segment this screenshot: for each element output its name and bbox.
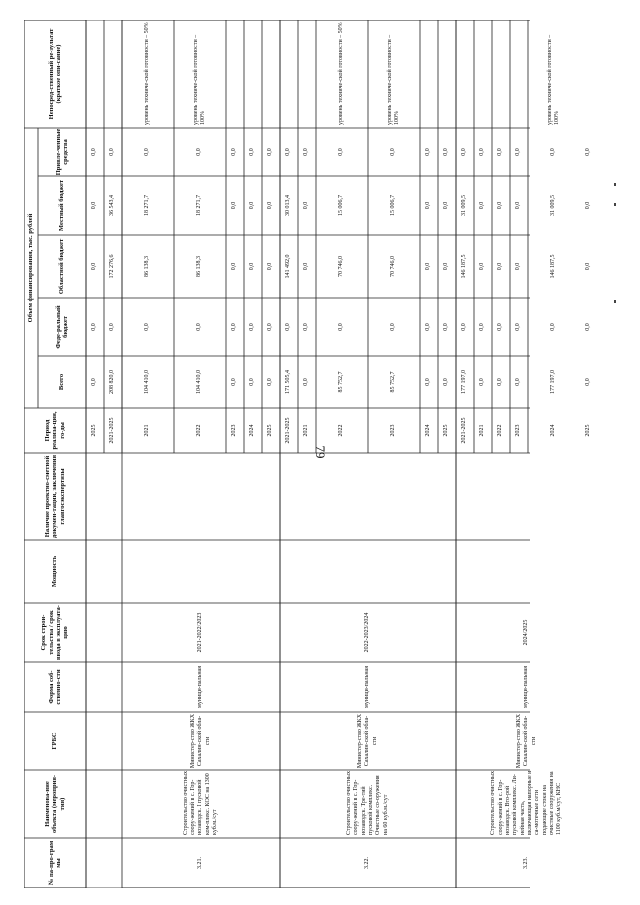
local-cell: 0,0 — [267, 201, 274, 210]
result-cell: уровень техниче-ской готовности – 50% — [144, 22, 151, 125]
regional-cell: 0,0 — [443, 262, 450, 271]
federal-cell: 0,0 — [585, 323, 592, 331]
attracted-cell: 0,0 — [550, 148, 557, 156]
regional-cell: 86 138,3 — [196, 256, 203, 277]
attracted-cell: 0,0 — [585, 148, 592, 156]
attracted-cell: 0,0 — [303, 148, 310, 156]
attracted-cell: 0,0 — [497, 148, 504, 156]
regional-cell: 0,0 — [515, 262, 522, 271]
regional-cell: 0,0 — [585, 262, 592, 271]
regional-cell: 0,0 — [91, 262, 98, 271]
period-cell: 2025 — [443, 424, 450, 437]
period-cell: 2021 — [144, 424, 151, 437]
federal-cell: 0,0 — [550, 323, 557, 331]
project-name: Строительство очистных соору-жений в с. Гор-нозаводск. Тре-тий пусковой комплекс. Очистные со-оружения на 60 куб.м./сут — [346, 770, 389, 835]
attracted-cell: 0,0 — [443, 148, 450, 156]
header-grbs: ГРБС — [51, 732, 59, 750]
regional-cell: 70 746,0 — [338, 256, 345, 277]
total-cell: 0,0 — [91, 378, 98, 386]
period-cell: 2025 — [585, 424, 592, 437]
document-page: 79 № па-про-грам мы Наименова-ние объекта (мероприя-тия) ГРБС Форма соб-ственно-сти Срок строи-тельства / срок ввода в эксплуата-цию Мощность Наличие проектно-сметной докумен-тации, заключения главгосэкспертизы Период реализа-ции, го-ды Объем финансирования, тыс. рублей Всего Феде-ральный бюджет Областной бюджет Местный бюджет Привле-ченные средства Непосред-ственный ре-зультат (краткое опи-сание) 2025 0,0 0,0 0,0 0,0 0,0 2021-2025 208 820,0 0,0 172 276,6 36 543,4 0,0 2021 104 410,0 0,0 86 138,3 18 271,7 0,0 уровень техниче-ской готовности – 50% 2022 104 410,0 0,0 86 138,3 18 271,7 0,0 уровень техниче-ской готовности – 100% 2023 0,0 0,0 0,0 0,0 0,0 2024 0,0 0,0 0,0 0,0 0,0 2025 0,0 0,0 0,0 0,0 0,0 3.21. Строительство очистных соору-жений в с. Гор-нозаводск. I пусковой ком-плекс. КОС на 1300 куб.м./сут Министер-ство ЖКХ Сахалин-ской обла-сти муници-пальная 2021-2022/2023 2021-2025 171 505,4 0,0 141 492,0 30 013,4 0,0 2021 0,0 0,0 0,0 0,0 0,0 2022 85 752,7 0,0 70 746,0 15 006,7 0,0 уровень техниче-ской готовности – 50% 2023 85 752,7 0,0 70 746,0 15 006,7 0,0 уровень техниче-ской готовности – 100% 2024 0,0 0,0 0,0 0,0 0,0 2025 0,0 0,0 0,0 0,0 0,0 3.22. Строительство очистных соору-жений в с. Гор-нозаводск. Тре-тий пусковой комплекс. Очистные со-оружения на 60 куб.м./сут Министер-ство ЖКХ Сахалин-ской обла-сти муници-пальная 2022-2023/2024 2021-2025 177 197,0 0,0 146 187,5 31 009,5 0,0 2021 0,0 0,0 0,0 0,0 0,0 2022 0,0 0,0 0,0 0,0 0,0 2023 0,0 0,0 0,0 0,0 0,0 2024 177 197,0 0,0 146 187,5 31 009,5 0,0 уровень техниче-ской готовности – 100% 2025 0,0 0,0 0,0 0,0 0,0 3.23. Строительство очистных соору-жений в с. Гор-нозаводск. Вто-рой пусковой комплекс. Ли-нейная часть, включающая напорные и са-мотечные сети подающие стоки на очистные сооружения на 1100 куб.м/сут, КНС Министер-ство ЖКХ Сахалин-ской обла-сти муници-пальная 2024/2025 — [0, 0, 640, 905]
federal-cell: 0,0 — [303, 323, 310, 331]
federal-cell: 0,0 — [390, 323, 397, 331]
period-cell: 2021-2025 — [285, 417, 292, 444]
attracted-cell: 0,0 — [461, 148, 468, 156]
period-cell: 2023 — [231, 424, 238, 437]
local-cell: 30 013,4 — [285, 195, 292, 216]
local-cell: 0,0 — [425, 201, 432, 210]
local-cell: 31 009,5 — [550, 195, 557, 216]
period-cell: 2021-2025 — [109, 417, 116, 444]
local-cell: 18 271,7 — [144, 195, 151, 216]
total-cell: 85 752,7 — [338, 371, 345, 393]
regional-cell: 146 187,5 — [461, 254, 468, 279]
attracted-cell: 0,0 — [285, 148, 292, 156]
total-cell: 0,0 — [585, 378, 592, 386]
result-cell: уровень техниче-ской готовности – 100% — [386, 34, 400, 125]
federal-cell: 0,0 — [425, 323, 432, 331]
period-cell: 2021 — [303, 424, 310, 437]
project-term: 2021-2022/2023 — [197, 612, 204, 653]
federal-cell: 0,0 — [196, 323, 203, 331]
attracted-cell: 0,0 — [109, 148, 116, 156]
result-cell: уровень техниче-ской готовности – 100% — [192, 34, 206, 125]
attracted-cell: 0,0 — [267, 148, 274, 156]
federal-cell: 0,0 — [443, 323, 450, 331]
header-docs: Наличие проектно-сметной докумен-тации, заключения главгосэкспертизы — [43, 454, 66, 539]
local-cell: 15 006,7 — [338, 195, 345, 216]
period-cell: 2022 — [196, 424, 203, 437]
federal-cell: 0,0 — [249, 323, 256, 331]
header-period: Период реализа-ции, го-ды — [43, 411, 66, 450]
header-num: № па-про-грам мы — [47, 840, 62, 886]
project-number: 3.23. — [523, 857, 530, 869]
project-ownership: муници-пальная — [197, 666, 204, 708]
local-cell: 0,0 — [515, 201, 522, 210]
federal-cell: 0,0 — [338, 323, 345, 331]
attracted-cell: 0,0 — [515, 148, 522, 156]
attracted-cell: 0,0 — [91, 148, 98, 156]
total-cell: 177 197,0 — [461, 370, 468, 394]
period-cell: 2025 — [91, 424, 98, 437]
header-attracted: Привле-ченные средства — [54, 128, 69, 176]
attracted-cell: 0,0 — [196, 148, 203, 156]
header-funding: Объем финансирования, тыс. рублей — [27, 213, 35, 323]
attracted-cell: 0,0 — [390, 148, 397, 156]
project-ownership: муници-пальная — [364, 666, 371, 708]
regional-cell: 0,0 — [303, 262, 310, 271]
local-cell: 18 271,7 — [196, 195, 203, 216]
regional-cell: 0,0 — [425, 262, 432, 271]
local-cell: 15 006,7 — [390, 195, 397, 216]
federal-cell: 0,0 — [267, 323, 274, 331]
federal-cell: 0,0 — [231, 323, 238, 331]
regional-cell: 0,0 — [249, 262, 256, 271]
header-federal: Феде-ральный бюджет — [54, 305, 69, 349]
local-cell: 0,0 — [231, 201, 238, 210]
local-cell: 0,0 — [443, 201, 450, 210]
attracted-cell: 0,0 — [144, 148, 151, 156]
attracted-cell: 0,0 — [231, 148, 238, 156]
local-cell: 36 543,4 — [109, 195, 116, 216]
local-cell: 0,0 — [303, 201, 310, 210]
period-cell: 2021 — [479, 424, 486, 437]
project-number: 3.21. — [197, 857, 204, 869]
federal-cell: 0,0 — [461, 323, 468, 331]
project-grbs: Министер-ство ЖКХ Сахалин-ской обла-сти — [190, 713, 211, 769]
total-cell: 0,0 — [497, 378, 504, 386]
project-term: 2024/2025 — [523, 619, 530, 646]
header-regional: Областной бюджет — [58, 238, 66, 295]
header-total: Всего — [58, 373, 66, 391]
federal-cell: 0,0 — [515, 323, 522, 331]
local-cell: 31 009,5 — [461, 195, 468, 216]
local-cell: 0,0 — [91, 201, 98, 210]
local-cell: 0,0 — [479, 201, 486, 210]
project-name: Строительство очистных соору-жений в с. Гор-нозаводск. I пусковой ком-плекс. КОС на 1300 куб.м./сут — [182, 770, 218, 835]
project-ownership: муници-пальная — [523, 666, 530, 708]
total-cell: 177 197,0 — [550, 370, 557, 394]
header-result: Непосред-ственный ре-зультат (краткое опи-сание) — [47, 28, 62, 120]
total-cell: 171 505,4 — [285, 370, 292, 394]
period-cell: 2021-2025 — [461, 417, 468, 444]
regional-cell: 0,0 — [497, 262, 504, 271]
federal-cell: 0,0 — [91, 323, 98, 331]
total-cell: 0,0 — [303, 378, 310, 386]
header-term: Срок строи-тельства / срок ввода в эксплуата-цию — [40, 605, 70, 660]
total-cell: 104 410,0 — [144, 370, 151, 394]
attracted-cell: 0,0 — [479, 148, 486, 156]
total-cell: 0,0 — [267, 378, 274, 386]
attracted-cell: 0,0 — [338, 148, 345, 156]
period-cell: 2025 — [267, 424, 274, 437]
local-cell: 0,0 — [497, 201, 504, 210]
period-cell: 2024 — [425, 424, 432, 437]
federal-cell: 0,0 — [144, 323, 151, 331]
period-cell: 2023 — [390, 424, 397, 437]
result-cell: уровень техниче-ской готовности – 100% — [546, 34, 560, 125]
financing-table — [24, 20, 592, 888]
regional-cell: 141 492,0 — [285, 254, 292, 279]
period-cell: 2023 — [515, 424, 522, 437]
attracted-cell: 0,0 — [425, 148, 432, 156]
period-cell: 2022 — [338, 424, 345, 437]
project-number: 3.22. — [364, 857, 371, 869]
total-cell: 0,0 — [479, 378, 486, 386]
header-name: Наименова-ние объекта (мероприя-тия) — [43, 774, 66, 834]
local-cell: 0,0 — [249, 201, 256, 210]
project-name: Строительство очистных соору-жений в с. Гор-нозаводск. Вто-рой пусковой комплекс. Ли-нейная часть, включающая напорные и са-мотечные сети подающие стоки на очистные сооружения на 1100 куб.м/сут, КНС — [490, 770, 563, 835]
project-grbs: Министер-ство ЖКХ Сахалин-ской обла-сти — [357, 713, 378, 769]
total-cell: 85 752,7 — [390, 371, 397, 393]
federal-cell: 0,0 — [109, 323, 116, 331]
regional-cell: 146 187,5 — [550, 254, 557, 279]
regional-cell: 86 138,3 — [144, 256, 151, 277]
header-form: Форма соб-ственно-сти — [47, 669, 62, 705]
project-term: 2022-2023/2024 — [364, 612, 371, 653]
regional-cell: 172 276,6 — [109, 254, 116, 279]
total-cell: 0,0 — [515, 378, 522, 386]
federal-cell: 0,0 — [497, 323, 504, 331]
total-cell: 0,0 — [231, 378, 238, 386]
total-cell: 104 410,0 — [196, 370, 203, 394]
period-cell: 2024 — [249, 424, 256, 437]
total-cell: 0,0 — [443, 378, 450, 386]
local-cell: 0,0 — [585, 201, 592, 210]
total-cell: 0,0 — [249, 378, 256, 386]
header-local: Местный бюджет — [58, 179, 66, 232]
total-cell: 208 820,0 — [109, 370, 116, 394]
result-cell: уровень техниче-ской готовности – 50% — [338, 22, 345, 125]
total-cell: 0,0 — [425, 378, 432, 386]
attracted-cell: 0,0 — [249, 148, 256, 156]
regional-cell: 0,0 — [479, 262, 486, 271]
period-cell: 2022 — [497, 424, 504, 437]
federal-cell: 0,0 — [479, 323, 486, 331]
federal-cell: 0,0 — [285, 323, 292, 331]
period-cell: 2024 — [550, 424, 557, 437]
regional-cell: 70 746,0 — [390, 256, 397, 277]
project-grbs: Министер-ство ЖКХ Сахалин-ской обла-сти — [516, 713, 537, 769]
regional-cell: 0,0 — [267, 262, 274, 271]
regional-cell: 0,0 — [231, 262, 238, 271]
header-power: Мощность — [51, 555, 59, 588]
